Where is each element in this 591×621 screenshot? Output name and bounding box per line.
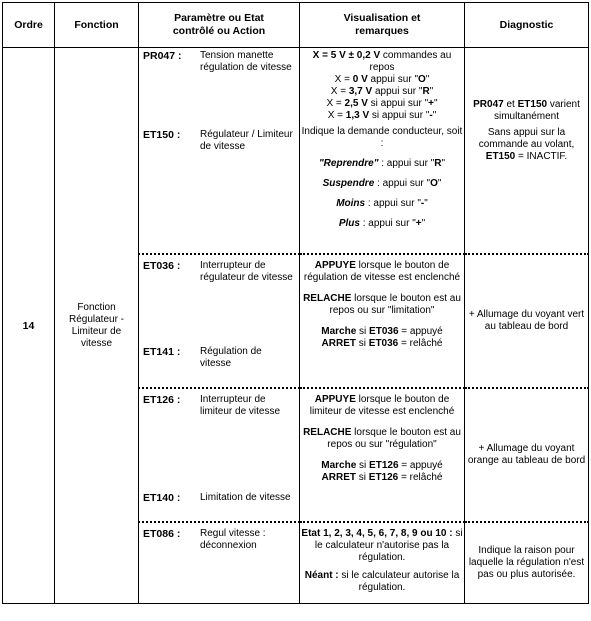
header-ordre: Ordre [3,3,55,48]
pr047-code: PR047 : [143,50,182,62]
et126-label: Interrupteur de limiteur de vitesse [200,394,281,417]
et150-label: Régulateur / Limiteur de vitesse [200,129,293,152]
header-parametre: Paramètre ou Etat contrôlé ou Action [139,3,300,48]
header-row [3,3,589,48]
group-pr047-et150 [3,48,589,255]
diagnostic-table [2,2,589,604]
et140-label: Limitation de vitesse [200,492,291,503]
et126-et140-diagnostic: + Allumage du voyant orange au tableau de bord [465,388,589,522]
pr047-et150-visualisation: X = 5 V ± 0,2 V commandes au repos X = 0 V appui sur "O" X = 3,7 V appui sur "R" X = 2,5 V si appui sur "+" X = 1,3 V si appui sur "-" Indique la demande conducteur, soit : "Reprendre" : appui sur "R" Suspendre : appui sur "O" Moins : appui sur "-" Plus : appui sur "+" [300,48,465,255]
et086-visualisation: Etat 1, 2, 3, 4, 5, 6, 7, 8, 9 ou 10 : si le calculateur n'autorise pas la régulation. Néant : si le calculateur autorise la régulation. [300,522,465,604]
et036-et141-visualisation: APPUYE lorsque le bouton de régulation de vitesse est enclenché RELACHE lorsque le bouton est au repos ou sur "limitation" Marche si ET036 = appuyé ARRET si ET036 = relâché [300,254,465,388]
et036-label: Interrupteur de régulateur de vitesse [200,260,293,283]
ordre-value: 14 [3,48,55,604]
pr047-label: Tension manette régulation de vitesse [200,50,292,73]
fonction-value: Fonction Régulateur - Limiteur de vitesse [55,48,139,604]
header-fonction: Fonction [55,3,139,48]
et126-et140-visualisation: APPUYE lorsque le bouton de limiteur de vitesse est enclenché RELACHE lorsque le bouton est au repos ou sur "régulation" Marche si ET126 = appuyé ARRET si ET126 = relâché [300,388,465,522]
pr047-et150-diagnostic: PR047 et ET150 varient simultanément Sans appui sur la commande au volant, ET150 = INACTIF. [465,48,589,255]
header-diagnostic: Diagnostic [465,3,589,48]
et086-code: ET086 : [143,528,181,540]
et036-et141-diagnostic: + Allumage du voyant vert au tableau de bord [465,254,589,388]
et140-code: ET140 : [143,492,181,504]
et126-code: ET126 : [143,394,181,406]
et036-code: ET036 : [143,260,181,272]
et150-code: ET150 : [143,129,181,141]
et086-label: Regul vitesse : déconnexion [200,528,266,551]
et141-code: ET141 : [143,346,181,358]
et141-label: Régulation de vitesse [200,346,262,369]
et086-diagnostic: Indique la raison pour laquelle la régulation n'est pas ou plus autorisée. [465,522,589,604]
header-visualisation: Visualisation et remarques [300,3,465,48]
